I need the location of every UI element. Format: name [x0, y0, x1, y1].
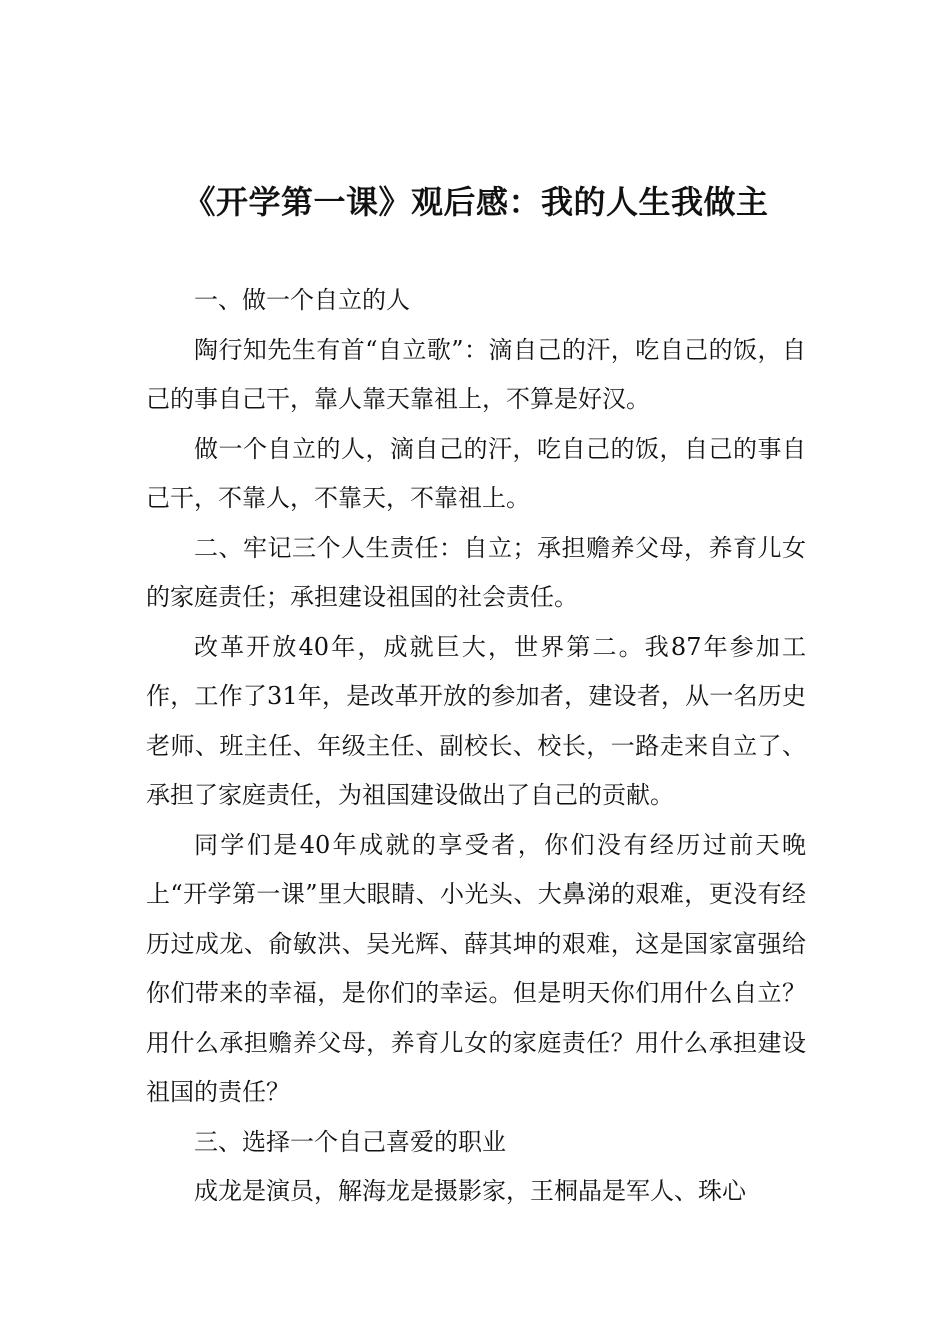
- document-title: 《开学第一课》观后感：我的人生我做主: [183, 183, 769, 221]
- paragraph: 成龙是演员，解海龙是摄影家，王桐晶是军人、珠心: [194, 1177, 746, 1205]
- paragraph: 做一个自立的人，滴自己的汗，吃自己的饭，自己的事自己干，不靠人，不靠天，不靠祖上。: [146, 434, 806, 512]
- paragraph: 陶行知先生有首“自立歌”：滴自己的汗，吃自己的饭，自己的事自己干，靠人靠天靠祖上，不算是好汉。: [146, 335, 806, 413]
- paragraph: 改革开放40年，成就巨大，世界第二。我87年参加工作，工作了31年，是改革开放的参加者，建设者，从一名历史老师、班主任、年级主任、副校长、校长，一路走来自立了、承担了家庭责任，为祖国建设做出了自己的贡献。: [146, 632, 806, 809]
- section-heading-1: 一、做一个自立的人: [194, 286, 410, 314]
- document-body: [146, 276, 806, 1217]
- paragraph: 同学们是40年成就的享受者，你们没有经历过前天晚上“开学第一课”里大眼睛、小光头、大鼻涕的艰难，更没有经历过成龙、俞敏洪、吴光辉、薛其坤的艰难，这是国家富强给你们带来的幸福，是你们的幸运。但是明天你们用什么自立？用什么承担赡养父母，养育儿女的家庭责任？用什么承担建设祖国的责任？: [146, 830, 806, 1106]
- section-heading-3: 三、选择一个自己喜爱的职业: [194, 1127, 506, 1156]
- section-heading-2: 二、牢记三个人生责任：自立；承担赡养父母，养育儿女的家庭责任；承担建设祖国的社会责任。: [146, 533, 806, 611]
